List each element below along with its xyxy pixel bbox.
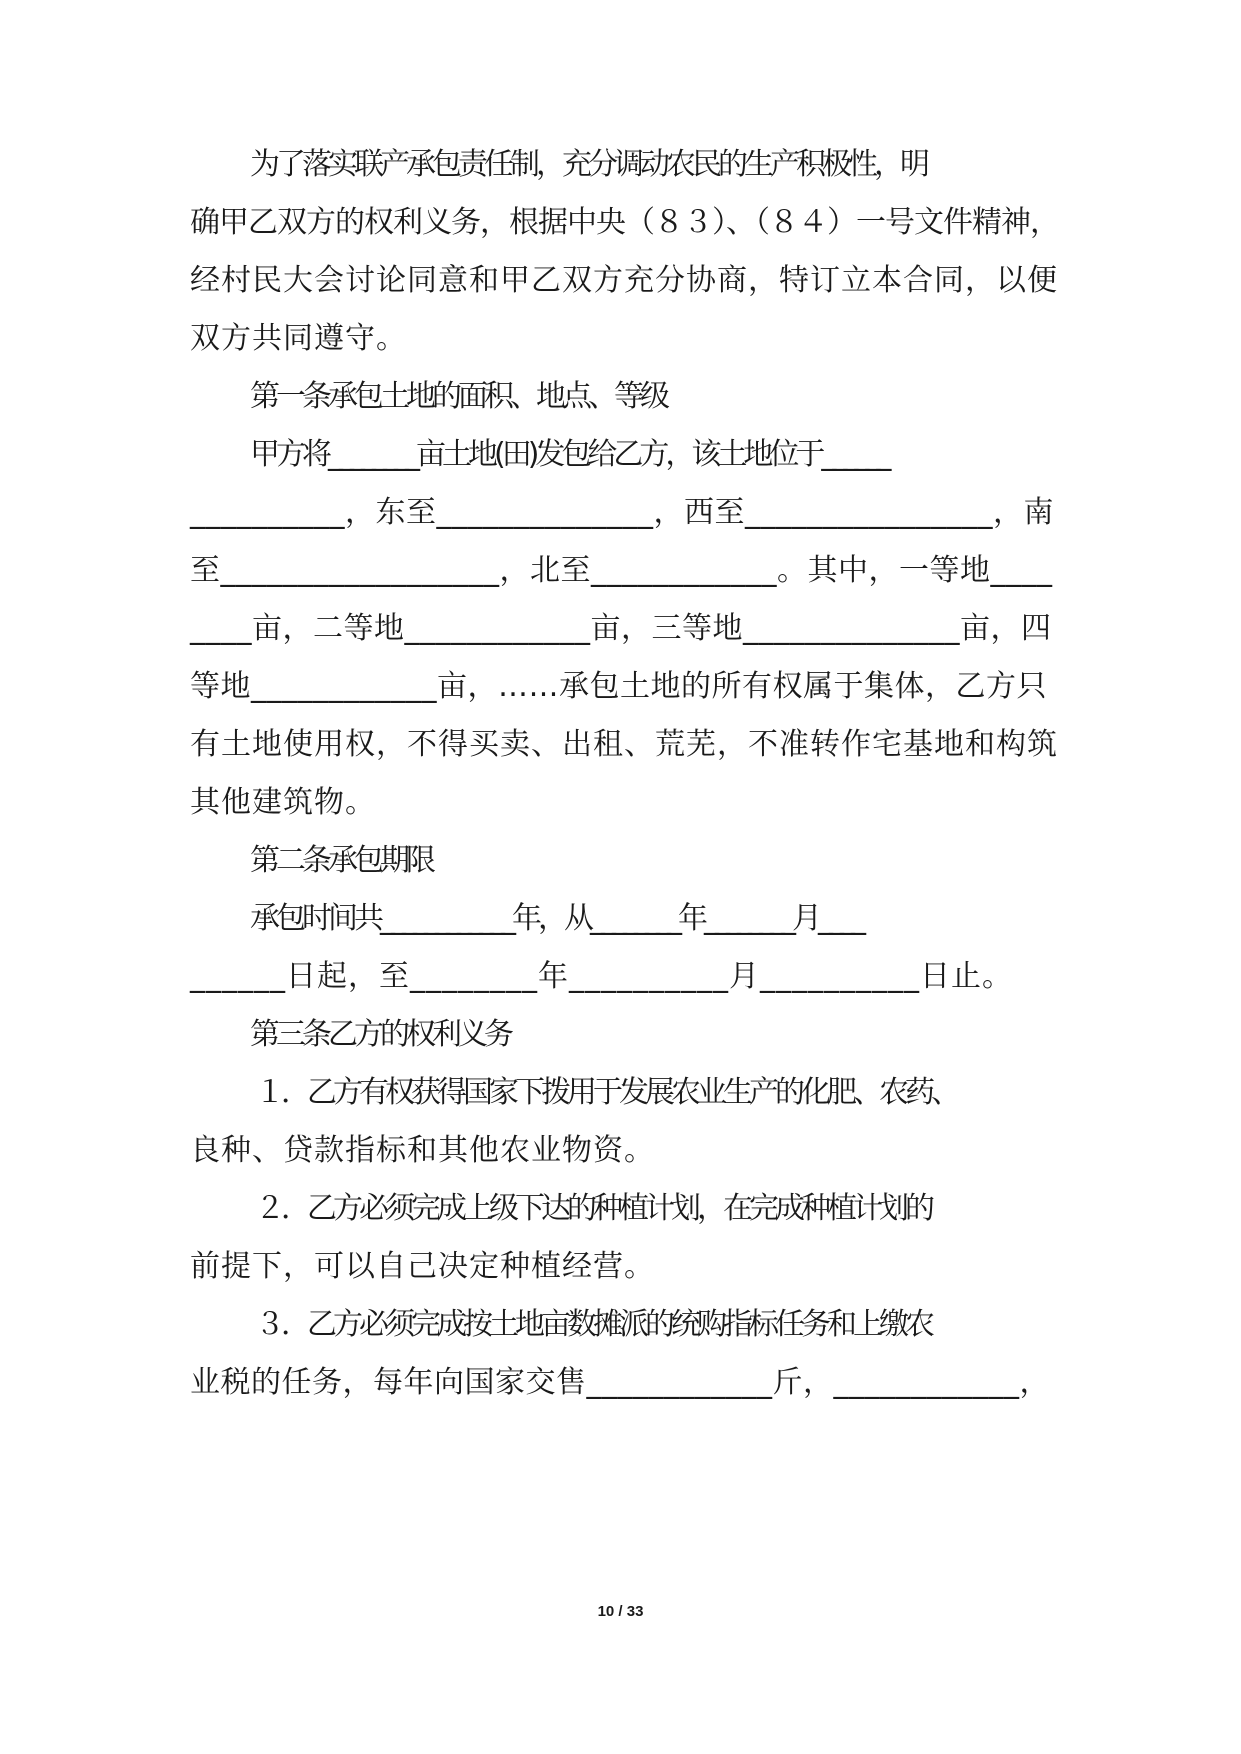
paragraph-line: __________，东至______________，西至________________，南: [190, 495, 1054, 530]
paragraph-line: 确甲乙双方的权利义务，根据中央（８３）、（８４）一号文件精神，: [190, 205, 1059, 240]
paragraph-line: 有土地使用权，不得买卖、出租、荒芜，不准转作宅基地和构筑: [190, 727, 1058, 762]
paragraph-line: 甲方将________亩土地(田)发包给乙方，该土地位于______: [250, 437, 888, 472]
paragraph-line: ______日起，至________年__________月__________日止。: [190, 959, 1013, 994]
paragraph-line: 良种、贷款指标和其他农业物资。: [190, 1133, 655, 1168]
list-item-line: ３．乙方必须完成按土地亩数摊派的统购指标任务和上缴农: [255, 1307, 931, 1342]
section-heading: 第一条承包土地的面积、地点、等级: [250, 379, 666, 414]
paragraph-line: 双方共同遵守。: [190, 321, 407, 356]
paragraph-line: 经村民大会讨论同意和甲乙双方充分协商，特订立本合同，以便: [190, 263, 1058, 298]
paragraph-line: 业税的任务，每年向国家交售____________斤，____________，: [190, 1365, 1050, 1400]
list-item-line: ２．乙方必须完成上级下达的种植计划，在完成种植计划的: [255, 1191, 931, 1226]
paragraph-line: 前提下，可以自己决定种植经营。: [190, 1249, 655, 1284]
paragraph-line: ____亩，二等地____________亩，三等地______________亩，四: [190, 611, 1052, 646]
page-number: 10 / 33: [597, 1603, 644, 1620]
paragraph-line: 其他建筑物。: [190, 785, 376, 820]
paragraph-line: 为了落实联产承包责任制，充分调动农民的生产积极性，明: [250, 147, 926, 182]
paragraph-line: 承包时间共____________年，从________年________月____: [250, 901, 862, 936]
paragraph-line: 等地____________亩，……承包土地的所有权属于集体，乙方只: [190, 669, 1047, 704]
section-heading: 第二条承包期限: [250, 843, 432, 878]
list-item-line: １．乙方有权获得国家下拨用于发展农业生产的化肥、农药、: [255, 1075, 957, 1110]
section-heading: 第三条乙方的权利义务: [250, 1017, 510, 1052]
paragraph-line: 至__________________，北至____________。其中，一等地____: [190, 553, 1053, 588]
